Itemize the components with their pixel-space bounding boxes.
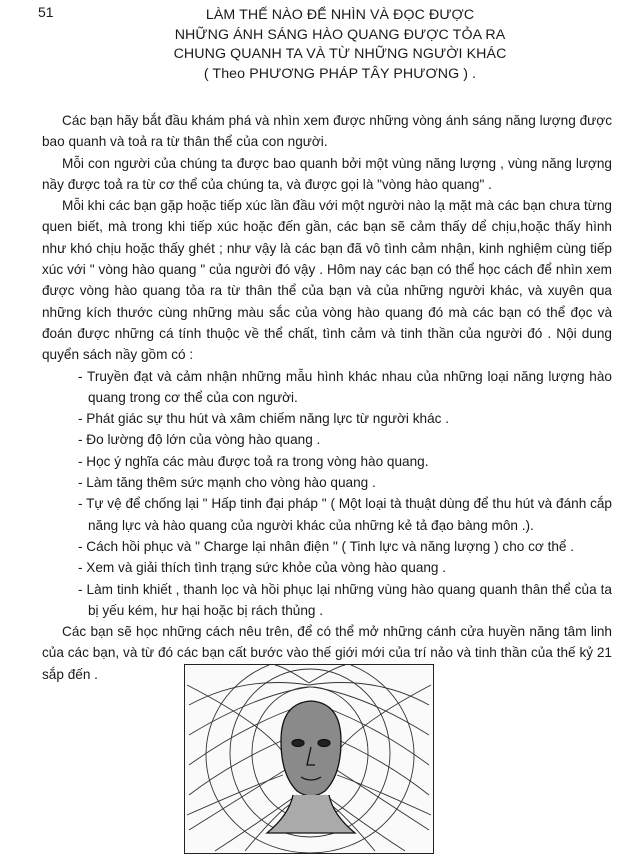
list-item: - Đo lường độ lớn của vòng hào quang . (78, 432, 321, 448)
paragraph-energy-field: Mỗi con người của chúng ta được bao quanh bởi một vùng năng lượng , vùng năng lượng nầy được toả ra từ cơ thể của chúng ta, và được gọi là "vòng hào quang" . (42, 155, 612, 192)
paragraph-contents: Mỗi khi các bạn gặp hoặc tiếp xúc lần đầu với một người nào lạ mặt mà các bạn chưa từng quen biết, mà trong khi tiếp xúc hoặc đến gần, các bạn sẽ cảm thấy dể chịu,hoặc thấy hình như khó chịu hoặc thấy ghét ; như vậy là các bạn đã vô tình cảm nhận, kinh nghiệm cùng tiếp xúc với " vòng hào quang " của người đó vậy . Hôm nay các bạn có thể học cách để nhìn xem được vòng hào quang tỏa ra từ thân thể của bạn và của những người khác, và xuyên qua những kích thước cùng những màu sắc của vòng hào quang đó mà các bạn có thể đọc và đoán được những cá tính thuộc về thể chất, tình cảm và tinh thần của người đó . Nội dung quyển sách nầy gồm có : (42, 198, 612, 363)
contents-list (42, 366, 612, 622)
list-item: - Làm tinh khiết , thanh lọc và hồi phục lại những vùng hào quang quanh thân thể của ta bị yếu kém, hư hại hoặc bị rách thủng . (78, 581, 612, 618)
page-number: 51 (38, 4, 54, 20)
paragraph-intro: Các bạn hãy bắt đầu khám phá và nhìn xem được những vòng ánh sáng năng lượng được bao quanh và toả ra từ thân thể của con người. (42, 113, 612, 150)
aura-lines-drawing (185, 665, 433, 853)
list-item: - Truyền đạt và cảm nhận những mẫu hình khác nhau của những loại năng lượng hào quang trong cơ thể của con người. (78, 368, 612, 405)
title-line-3: CHUNG QUANH TA VÀ TỪ NHỮNG NGƯỜI KHÁC (173, 46, 507, 62)
title-line-2: NHỮNG ÁNH SÁNG HÀO QUANG ĐƯỢC TỎA RA (174, 26, 506, 43)
body-text (42, 110, 612, 685)
paragraph-closing: Các bạn sẽ học những cách nêu trên, để có thể mở những cánh cửa huyền năng tâm linh của các bạn, và từ đó các bạn cất bước vào thế giới mới của trí nảo và tinh thần của thế kỷ 21 sắp đến . (42, 624, 612, 682)
aura-head-illustration (184, 664, 434, 854)
list-item: - Xem và giải thích tình trạng sức khỏe của vòng hào quang . (78, 560, 447, 576)
list-item: - Cách hồi phục và " Charge lại nhân điện " ( Tinh lực và năng lượng ) cho cơ thể . (78, 538, 575, 554)
chapter-title (120, 6, 560, 84)
title-line-4: ( Theo PHƯƠNG PHÁP TÂY PHƯƠNG ) . (203, 65, 477, 82)
list-item: - Phát giác sự thu hút và xâm chiếm năng lực từ người khác . (78, 411, 449, 427)
list-item: - Làm tăng thêm sức mạnh cho vòng hào quang . (78, 475, 376, 491)
title-line-1: LÀM THẾ NÀO ĐỂ NHÌN VÀ ĐỌC ĐƯỢC (205, 7, 475, 23)
list-item: - Học ý nghĩa các màu được toả ra trong vòng hào quang. (78, 453, 429, 469)
list-item: - Tự vệ để chống lại " Hấp tinh đại pháp " ( Một loại tà thuật dùng để thu hút và đánh cắp năng lực và hào quang của người khác của những kẻ tả đạo bàng môn .). (78, 496, 612, 533)
